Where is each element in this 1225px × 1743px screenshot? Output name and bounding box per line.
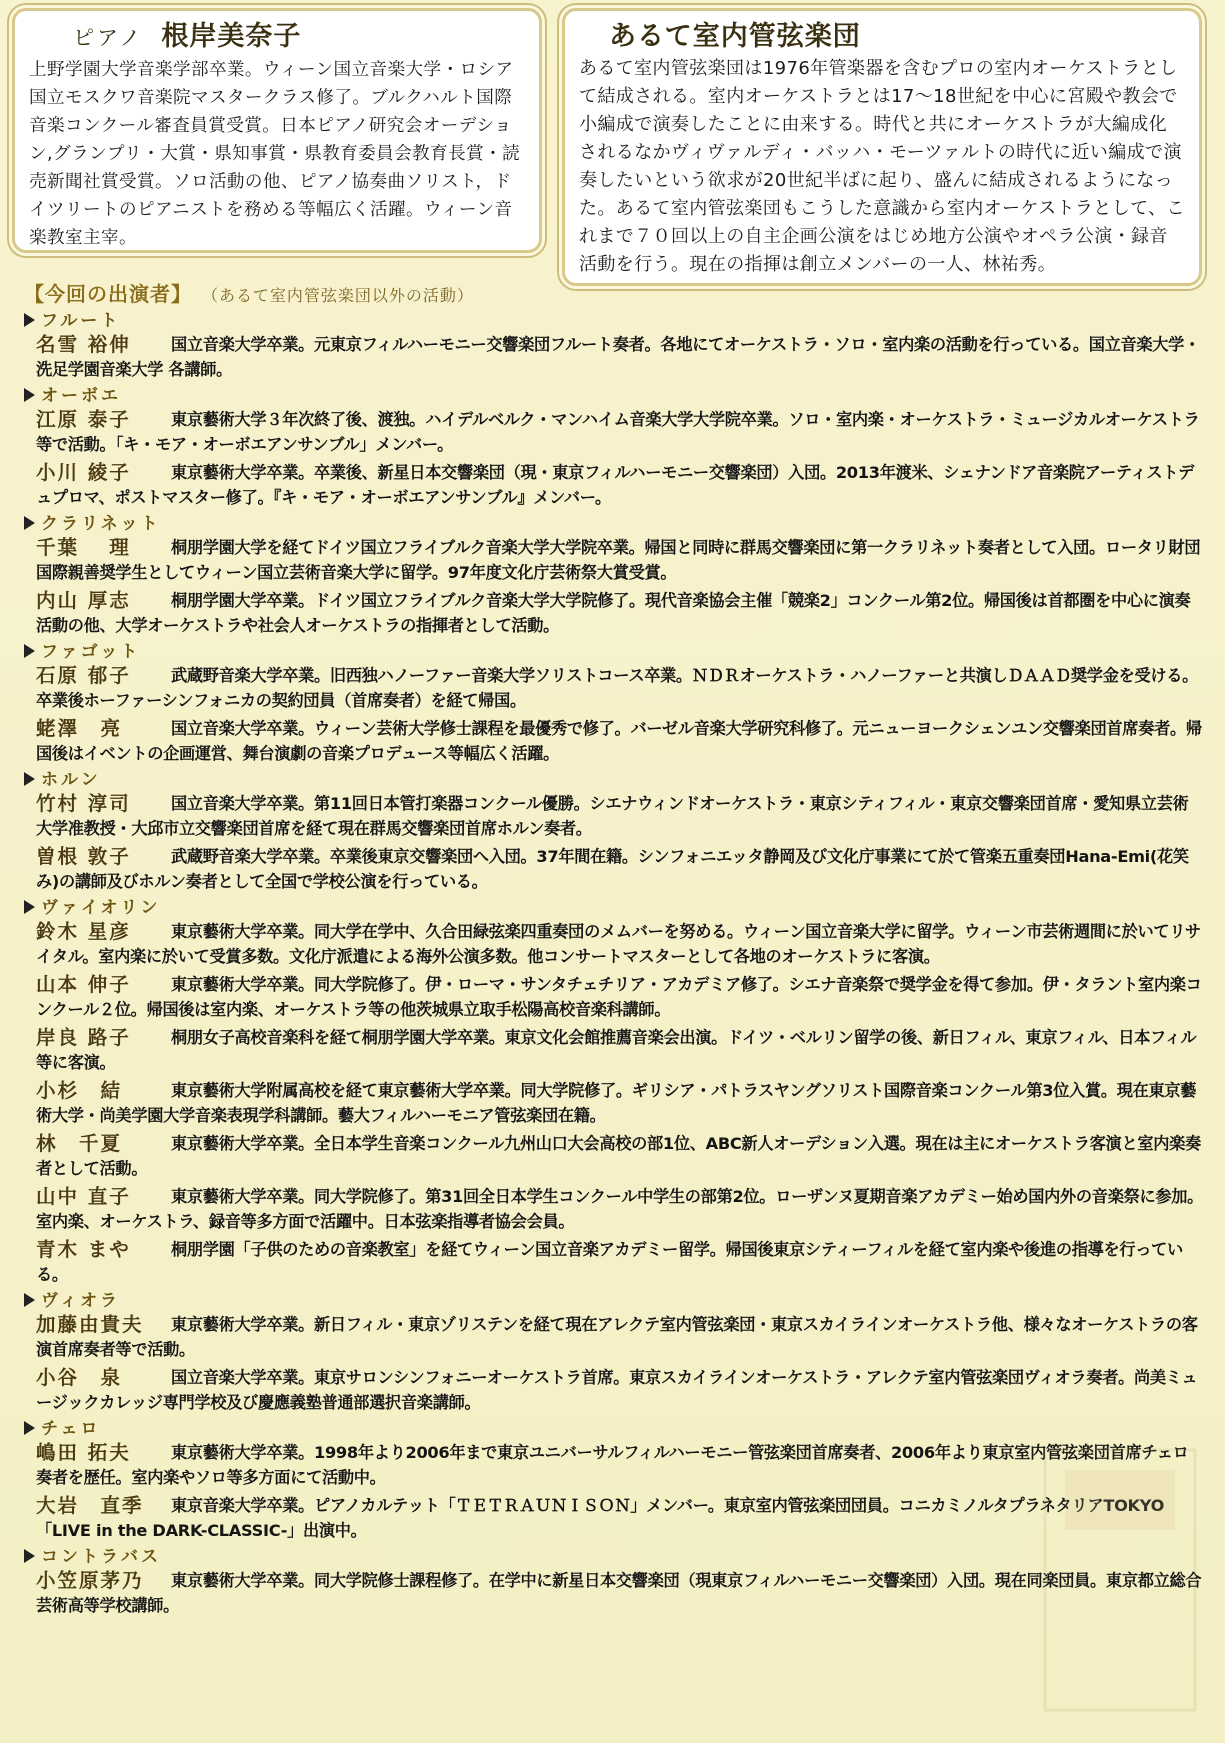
instrument-label: コントラバス	[41, 1547, 161, 1567]
performers-title: 【今回の出演者】	[24, 282, 192, 306]
performer-entry	[24, 1025, 1204, 1075]
performer-entry	[24, 1078, 1204, 1128]
performer-entry	[24, 460, 1204, 510]
decorative-watermark	[1025, 1430, 1215, 1730]
performer-description: 国立音楽大学卒業。第11回日本管打楽器コンクール優勝。シエナウィンドオーケストラ・東京シティフィル・東京交響楽団首席・愛知県立芸術大学准教授・大邱市立交響楽団首席を経て現在群馬交響楽団首席ホルン奏者。	[36, 794, 1189, 838]
performer-name: 林 千夏	[36, 1132, 123, 1155]
performer-description: 桐朋学園「子供のための音楽教室」を経てウィーン国立音楽アカデミー留学。帰国後東京シティーフィルを経て室内楽や後進の指導を行っている。	[36, 1240, 1183, 1284]
performer-entry	[24, 791, 1204, 841]
performer-entry	[24, 1184, 1204, 1234]
instrument-section	[24, 897, 1204, 1287]
instrument-section	[24, 1290, 1204, 1415]
performer-entry	[24, 1365, 1204, 1415]
performer-description: 東京藝術大学卒業。1998年より2006年まで東京ユニバーサルフィルハーモニー管弦楽団首席奏者、2006年より東京室内管弦楽団首席チェロ奏者を歴任。室内楽やソロ等多方面にて活動中。	[36, 1443, 1189, 1487]
performers-header	[24, 278, 1204, 308]
instrument-label: ヴィオラ	[41, 1291, 120, 1311]
triangle-bullet-icon	[24, 516, 35, 530]
performer-description: 東京藝術大学卒業。同大学院修士課程修了。在学中に新星日本交響楽団（現東京フィルハーモニー交響楽団）入団。現在同楽団員。東京都立総合芸術高等学校講師。	[36, 1571, 1202, 1615]
pianist-title	[43, 21, 525, 54]
instrument-heading	[24, 897, 1204, 919]
performer-name: 江原 泰子	[36, 408, 131, 431]
instrument-sections	[24, 310, 1204, 1618]
performer-description: 武蔵野音楽大学卒業。卒業後東京交響楽団へ入団。37年間在籍。シンフォニエッタ静岡及び文化庁事業にて於て管楽五重奏団Hana-Emi(花笑み)の講師及びホルン奏者として全国で学校公演を行っている。	[36, 847, 1189, 891]
performer-name: 曽根 敦子	[36, 845, 131, 868]
performer-entry	[24, 663, 1204, 713]
pianist-bio: 上野学園大学音楽学部卒業。ウィーン国立音楽大学・ロシア国立モスクワ音楽院マスタークラス修了。ブルクハルト国際音楽コンクール審査員賞受賞。日本ピアノ研究会オーデション,グランプリ・大賞・県知事賞・県教育委員会教育長賞・読売新聞社賞受賞。ソロ活動の他、ピアノ協奏曲ソリスト，ドイツリートのピアニストを務める等幅広く活躍。ウィーン音楽教室主宰。	[29, 60, 521, 248]
triangle-bullet-icon	[24, 644, 35, 658]
performer-name: 加藤由貴夫	[36, 1313, 144, 1336]
performer-name: 鈴木 星彦	[36, 920, 131, 943]
instrument-section	[24, 513, 1204, 638]
instrument-heading	[24, 769, 1204, 791]
performer-name: 小杉 結	[36, 1079, 123, 1102]
performer-entry	[24, 332, 1204, 382]
pianist-role: ピアノ	[73, 26, 144, 50]
performer-name: 嶋田 拓夫	[36, 1441, 131, 1464]
performer-description: 東京藝術大学卒業。新日フィル・東京ゾリステンを経て現在アレクテ室内管弦楽団・東京スカイラインオーケストラ他、様々なオーケストラの客演首席奏者等で活動。	[36, 1315, 1198, 1359]
orchestra-bio-box	[562, 8, 1202, 286]
performer-name: 名雪 裕伸	[36, 333, 131, 356]
orchestra-bio: あるて室内管弦楽団は1976年管楽器を含むプロの室内オーケストラとして結成される。室内オーケストラとは17〜18世紀を中心に宮殿や教会で小編成で演奏したことに由来する。時代と共にオーケストラが大編成化されるなかヴィヴァルディ・バッハ・モーツァルトの時代に近い編成で演奏したいという欲求が20世紀半ばに起り、盛んに結成されるようになった。あるて室内管弦楽団もこうした意識から室内オーケストラとして、これまで７０回以上の自主企画公演をはじめ地方公演やオペラ公演・録音活動を行う。現在の指揮は創立メンバーの一人、林祐秀。	[579, 58, 1185, 275]
instrument-label: ヴァイオリン	[41, 898, 161, 918]
performer-description: 東京藝術大学３年次終了後、渡独。ハイデルベルク・マンハイム音楽大学大学院卒業。ソロ・室内楽・オーケストラ・ミュージカルオーケストラ等で活動。「キ・モア・オーボエアンサンブル」メンバー。	[36, 410, 1200, 454]
triangle-bullet-icon	[24, 1421, 35, 1435]
instrument-heading	[24, 641, 1204, 663]
performer-name: 山中 直子	[36, 1185, 131, 1208]
performer-entry	[24, 1237, 1204, 1287]
instrument-label: ファゴット	[41, 642, 141, 662]
performer-name: 千葉 理	[36, 536, 131, 559]
performer-name: 蛯澤 亮	[36, 717, 123, 740]
performer-name: 竹村 淳司	[36, 792, 131, 815]
instrument-label: フルート	[41, 311, 121, 331]
performers-subtitle: （あるて室内管弦楽団以外の活動）	[202, 286, 474, 305]
performer-entry	[24, 844, 1204, 894]
instrument-label: ホルン	[41, 770, 101, 790]
performer-name: 小笠原茅乃	[36, 1569, 144, 1592]
instrument-heading	[24, 310, 1204, 332]
performer-description: 東京藝術大学卒業。同大学在学中、久合田緑弦楽四重奏団のメムバーを努める。ウィーン国立音楽大学に留学。ウィーン市芸術週間に於いてリサイタル。室内楽に於いて受賞多数。文化庁派遣による海外公演多数。他コンサートマスターとして各地のオーケストラに客演。	[36, 922, 1201, 966]
triangle-bullet-icon	[24, 313, 35, 327]
performer-name: 岸良 路子	[36, 1026, 131, 1049]
performer-description: 東京藝術大学卒業。卒業後、新星日本交響楽団（現・東京フィルハーモニー交響楽団）入団。2013年渡米、シェナンドア音楽院アーティストデュプロマ、ポストマスター修了。『キ・モア・オーボエアンサンブル』メンバー。	[36, 463, 1195, 507]
performer-entry	[24, 716, 1204, 766]
performer-entry	[24, 535, 1204, 585]
performer-name: 石原 郁子	[36, 664, 131, 687]
performer-name: 大岩 直季	[36, 1494, 144, 1517]
performer-name: 青木 まや	[36, 1238, 131, 1261]
performer-description: 東京藝術大学卒業。同大学院修了。伊・ローマ・サンタチェチリア・アカデミア修了。シエナ音楽祭で奨学金を得て参加。伊・タラント室内楽コンクール２位。帰国後は室内楽、オーケストラ等の他茨城県立取手松陽高校音楽科講師。	[36, 975, 1202, 1019]
performer-entry	[24, 919, 1204, 969]
performer-description: 桐朋学園大学卒業。ドイツ国立フライブルク音楽大学大学院修了。現代音楽協会主催「競楽2」コンクール第2位。帰国後は首都圏を中心に演奏活動の他、大学オーケストラや社会人オーケストラの指揮者として活動。	[36, 591, 1191, 635]
instrument-label: チェロ	[41, 1419, 101, 1439]
performer-name: 内山 厚志	[36, 589, 131, 612]
performer-name: 小川 綾子	[36, 461, 131, 484]
performer-description: 桐朋学園大学を経てドイツ国立フライブルク音楽大学大学院卒業。帰国と同時に群馬交響楽団に第一クラリネット奏者として入団。ロータリ財団国際親善奨学生としてウィーン国立芸術音楽大学に留学。97年度文化庁芸術祭大賞受賞。	[36, 538, 1201, 582]
triangle-bullet-icon	[24, 388, 35, 402]
performers-list	[24, 278, 1204, 1621]
instrument-label: オーボエ	[41, 386, 121, 406]
instrument-label: クラリネット	[41, 514, 161, 534]
instrument-section	[24, 385, 1204, 510]
performer-name: 山本 伸子	[36, 973, 131, 996]
performer-name: 小谷 泉	[36, 1366, 123, 1389]
instrument-heading	[24, 1290, 1204, 1312]
triangle-bullet-icon	[24, 900, 35, 914]
instrument-section	[24, 769, 1204, 894]
instrument-section	[24, 641, 1204, 766]
performer-entry	[24, 407, 1204, 457]
performer-description: 武蔵野音楽大学卒業。旧西独ハノーファー音楽大学ソリストコース卒業。ＮＤＲオーケストラ・ハノーファーと共演しＤＡＡＤ奨学金を受ける。卒業後ホーファーシンフォニカの契約団員（首席奏者）を経て帰国。	[36, 666, 1199, 710]
pianist-name: 根岸美奈子	[161, 21, 302, 52]
instrument-heading	[24, 385, 1204, 407]
performer-description: 桐朋女子高校音楽科を経て桐朋学園大学卒業。東京文化会館推薦音楽会出演。ドイツ・ベルリン留学の後、新日フィル、東京フィル、日本フィル等に客演。	[36, 1028, 1197, 1072]
triangle-bullet-icon	[24, 1293, 35, 1307]
triangle-bullet-icon	[24, 1549, 35, 1563]
performer-description: 東京藝術大学卒業。同大学院修了。第31回全日本学生コンクール中学生の部第2位。ローザンヌ夏期音楽アカデミー始め国内外の音楽祭に参加。室内楽、オーケストラ、録音等多方面で活躍中。日本弦楽指導者協会会員。	[36, 1187, 1204, 1231]
triangle-bullet-icon	[24, 772, 35, 786]
performer-description: 国立音楽大学卒業。元東京フィルハーモニー交響楽団フルート奏者。各地にてオーケストラ・ソロ・室内楽の活動を行っている。国立音楽大学・洗足学園音楽大学 各講師。	[36, 335, 1200, 379]
instrument-heading	[24, 513, 1204, 535]
pianist-bio-box	[12, 8, 542, 253]
orchestra-title: あるて室内管弦楽団	[609, 21, 861, 52]
performer-description: 国立音楽大学卒業。ウィーン芸術大学修士課程を最優秀で修了。バーゼル音楽大学研究科修了。元ニューヨークシェンユン交響楽団首席奏者。帰国後はイベントの企画運営、舞台演劇の音楽プロデュース等幅広く活躍。	[36, 719, 1202, 763]
performer-entry	[24, 1131, 1204, 1181]
performer-description: 東京藝術大学卒業。全日本学生音楽コンクール九州山口大会高校の部1位、ABC新人オーデション入選。現在は主にオーケストラ客演と室内楽奏者として活動。	[36, 1134, 1201, 1178]
performer-entry	[24, 588, 1204, 638]
instrument-section	[24, 310, 1204, 382]
performer-description: 国立音楽大学卒業。東京サロンシンフォニーオーケストラ首席。東京スカイラインオーケストラ・アレクテ室内管弦楽団ヴィオラ奏者。尚美ミュージックカレッジ専門学校及び慶應義塾普通部選択音楽講師。	[36, 1368, 1198, 1412]
performer-description: 東京音楽大学卒業。ピアノカルテット「ＴＥＴＲＡＵＮＩＳＯＮ」メンバー。東京室内管弦楽団団員。コニカミノルタプラネタリアTOKYO「LIVE in the DARK-CLASSIC-」出演中。	[36, 1496, 1165, 1540]
performer-description: 東京藝術大学附属高校を経て東京藝術大学卒業。同大学院修了。ギリシア・パトラスヤングソリスト国際音楽コンクール第3位入賞。現在東京藝術大学・尚美学園大学音楽表現学科講師。藝大フィルハーモニア管弦楽団在籍。	[36, 1081, 1197, 1125]
performer-entry	[24, 972, 1204, 1022]
performer-entry	[24, 1312, 1204, 1362]
